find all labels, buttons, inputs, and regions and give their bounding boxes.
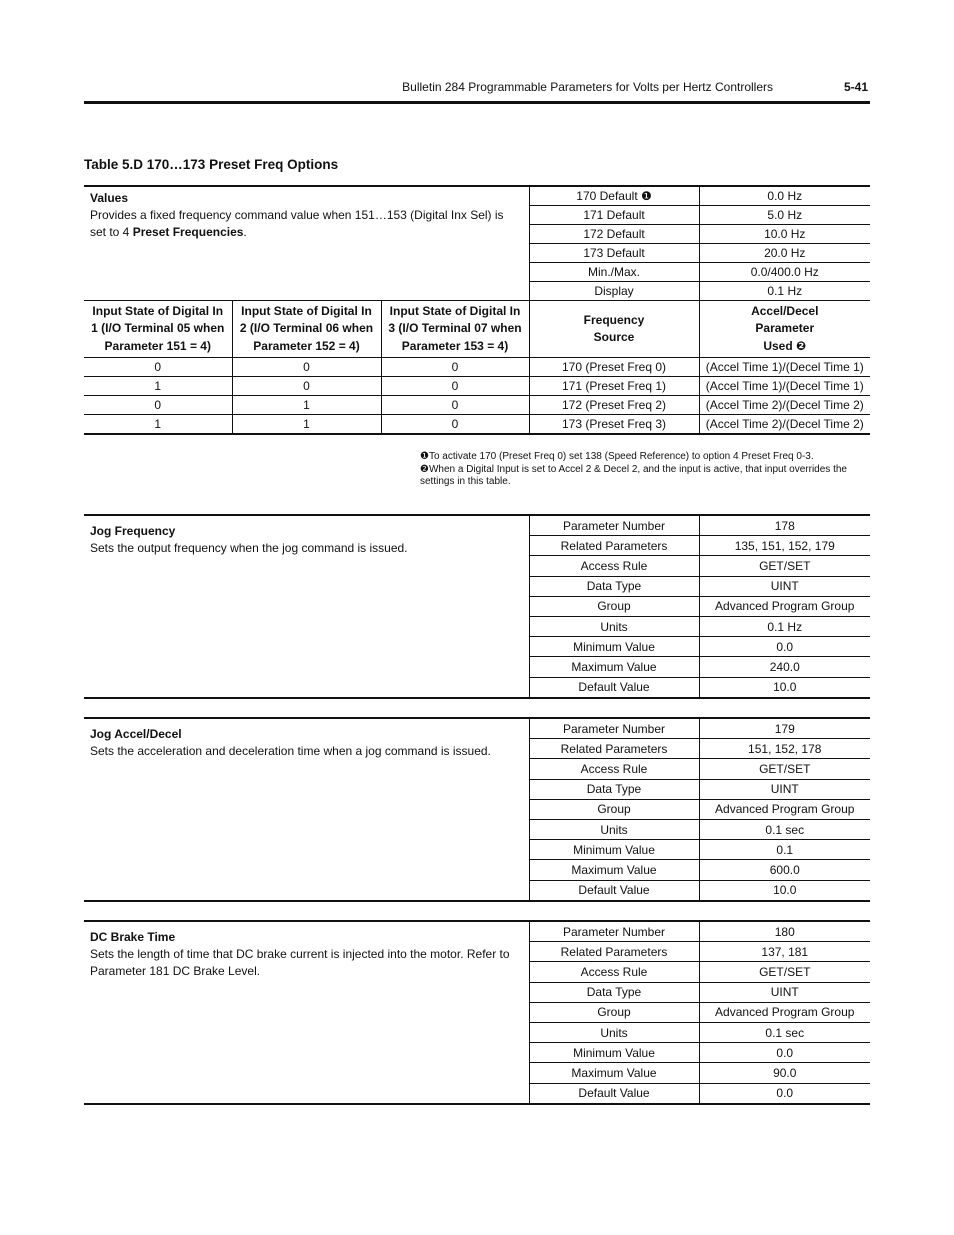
values-desc-text: Provides a fixed frequency command value when 151…153 (Digital Inx Sel) is set to 4 bbox=[90, 208, 504, 239]
param-label: Minimum Value bbox=[529, 1043, 699, 1063]
param-value: 600.0 bbox=[699, 860, 870, 880]
param-label: Related Parameters bbox=[529, 739, 699, 759]
param-value: 0.1 Hz bbox=[699, 616, 870, 636]
param-label: Data Type bbox=[529, 576, 699, 596]
parameter-description-cell bbox=[84, 718, 529, 901]
column-header: Input State of Digital In 3 (I/O Terminal 07 when Parameter 153 = 4) bbox=[381, 301, 529, 358]
param-value: 90.0 bbox=[699, 1063, 870, 1083]
param-value: 179 bbox=[699, 718, 870, 739]
table-cell: 0 bbox=[84, 396, 232, 415]
table-row bbox=[84, 377, 870, 396]
setting-value: 20.0 Hz bbox=[699, 244, 870, 263]
param-label: Maximum Value bbox=[529, 860, 699, 880]
column-header: Input State of Digital In 1 (I/O Terminal 05 when Parameter 151 = 4) bbox=[84, 301, 232, 358]
param-label: Related Parameters bbox=[529, 536, 699, 556]
param-label: Maximum Value bbox=[529, 1063, 699, 1083]
param-label: Access Rule bbox=[529, 556, 699, 576]
setting-value: 10.0 Hz bbox=[699, 225, 870, 244]
table-cell: 172 (Preset Freq 2) bbox=[529, 396, 699, 415]
table-cell: (Accel Time 2)/(Decel Time 2) bbox=[699, 415, 870, 435]
parameter-block-jog-frequency bbox=[84, 514, 870, 699]
param-value: 10.0 bbox=[699, 880, 870, 901]
param-value: Advanced Program Group bbox=[699, 799, 870, 819]
table-cell: 0 bbox=[232, 358, 381, 377]
param-label: Default Value bbox=[529, 880, 699, 901]
table-cell: 0 bbox=[381, 358, 529, 377]
table-cell: 1 bbox=[232, 415, 381, 435]
param-label: Data Type bbox=[529, 982, 699, 1002]
param-label: Access Rule bbox=[529, 962, 699, 982]
table-cell: 1 bbox=[232, 396, 381, 415]
setting-label: 172 Default bbox=[529, 225, 699, 244]
parameter-title: Jog Accel/Decel bbox=[90, 727, 182, 741]
table-row bbox=[84, 358, 870, 377]
table-cell: 171 (Preset Freq 1) bbox=[529, 377, 699, 396]
param-value: GET/SET bbox=[699, 556, 870, 576]
param-value: 0.1 sec bbox=[699, 819, 870, 839]
param-label: Minimum Value bbox=[529, 637, 699, 657]
table-cell: 0 bbox=[381, 396, 529, 415]
parameter-block-dc-brake-time bbox=[84, 920, 870, 1105]
param-value: 0.1 sec bbox=[699, 1022, 870, 1042]
header-title: Bulletin 284 Programmable Parameters for Volts per Hertz Controllers bbox=[402, 80, 773, 94]
table-row bbox=[84, 415, 870, 435]
param-label: Units bbox=[529, 1022, 699, 1042]
table-cell: (Accel Time 2)/(Decel Time 2) bbox=[699, 396, 870, 415]
table-cell: 1 bbox=[84, 377, 232, 396]
setting-label: Display bbox=[529, 282, 699, 301]
parameter-title: DC Brake Time bbox=[90, 930, 176, 944]
param-label: Default Value bbox=[529, 1083, 699, 1104]
param-label: Units bbox=[529, 616, 699, 636]
table-cell: 0 bbox=[232, 377, 381, 396]
param-value: 0.1 bbox=[699, 840, 870, 860]
parameter-description-cell bbox=[84, 515, 529, 698]
param-label: Maximum Value bbox=[529, 657, 699, 677]
table-cell: 0 bbox=[84, 358, 232, 377]
param-value: Advanced Program Group bbox=[699, 596, 870, 616]
param-value: UINT bbox=[699, 779, 870, 799]
param-value: Advanced Program Group bbox=[699, 1002, 870, 1022]
table-cell: 0 bbox=[381, 377, 529, 396]
parameter-description: Sets the length of time that DC brake current is injected into the motor. Refer to Parameter 181 DC Brake Level. bbox=[90, 947, 510, 978]
values-description-cell bbox=[84, 186, 529, 301]
footnotes bbox=[420, 451, 872, 489]
setting-value: 0.1 Hz bbox=[699, 282, 870, 301]
param-value: 0.0 bbox=[699, 1083, 870, 1104]
param-label: Group bbox=[529, 799, 699, 819]
table-cell: 1 bbox=[84, 415, 232, 435]
setting-value: 0.0 Hz bbox=[699, 186, 870, 206]
column-header: Input State of Digital In 2 (I/O Terminal 06 when Parameter 152 = 4) bbox=[232, 301, 381, 358]
column-header: Accel/Decel Parameter Used ❷ bbox=[699, 301, 870, 358]
footnote-2: ❷When a Digital Input is set to Accel 2 & Decel 2, and the input is active, that input overrides the settings in this table. bbox=[420, 463, 847, 487]
values-title: Values bbox=[90, 191, 129, 205]
param-label: Related Parameters bbox=[529, 942, 699, 962]
table-cell: 0 bbox=[381, 415, 529, 435]
setting-value: 5.0 Hz bbox=[699, 206, 870, 225]
values-desc-bold: Preset Frequencies bbox=[132, 225, 244, 239]
page-number: 5-41 bbox=[843, 80, 868, 94]
param-label: Default Value bbox=[529, 677, 699, 698]
parameter-description: Sets the output frequency when the jog command is issued. bbox=[90, 541, 408, 555]
param-label: Units bbox=[529, 819, 699, 839]
param-label: Parameter Number bbox=[529, 718, 699, 739]
param-label: Group bbox=[529, 596, 699, 616]
param-value: 180 bbox=[699, 921, 870, 942]
param-value: 151, 152, 178 bbox=[699, 739, 870, 759]
parameter-block-jog-accel-decel bbox=[84, 717, 870, 902]
param-value: GET/SET bbox=[699, 759, 870, 779]
footnote-1: ❶To activate 170 (Preset Freq 0) set 138 (Speed Reference) to option 4 Preset Freq 0-3. bbox=[420, 451, 814, 462]
param-value: 240.0 bbox=[699, 657, 870, 677]
param-value: 10.0 bbox=[699, 677, 870, 698]
param-value: 0.0 bbox=[699, 1043, 870, 1063]
setting-label: Min./Max. bbox=[529, 263, 699, 282]
param-label: Parameter Number bbox=[529, 515, 699, 536]
table-cell: (Accel Time 1)/(Decel Time 1) bbox=[699, 377, 870, 396]
parameter-title: Jog Frequency bbox=[90, 524, 176, 538]
param-label: Access Rule bbox=[529, 759, 699, 779]
param-value: 137, 181 bbox=[699, 942, 870, 962]
param-label: Group bbox=[529, 1002, 699, 1022]
running-header bbox=[84, 80, 870, 98]
preset-freq-table bbox=[84, 185, 870, 435]
header-rule bbox=[84, 101, 870, 104]
table-caption: Table 5.D 170…173 Preset Freq Options bbox=[84, 157, 339, 172]
param-value: 0.0 bbox=[699, 637, 870, 657]
parameter-description-cell bbox=[84, 921, 529, 1104]
param-value: UINT bbox=[699, 576, 870, 596]
param-value: 178 bbox=[699, 515, 870, 536]
values-desc-end: . bbox=[243, 225, 247, 239]
table-cell: (Accel Time 1)/(Decel Time 1) bbox=[699, 358, 870, 377]
setting-value: 0.0/400.0 Hz bbox=[699, 263, 870, 282]
setting-label: 171 Default bbox=[529, 206, 699, 225]
column-header: Frequency Source bbox=[529, 301, 699, 358]
param-label: Parameter Number bbox=[529, 921, 699, 942]
param-label: Minimum Value bbox=[529, 840, 699, 860]
param-label: Data Type bbox=[529, 779, 699, 799]
table-cell: 170 (Preset Freq 0) bbox=[529, 358, 699, 377]
param-value: 135, 151, 152, 179 bbox=[699, 536, 870, 556]
parameter-description: Sets the acceleration and deceleration time when a jog command is issued. bbox=[90, 744, 491, 758]
values-description bbox=[90, 207, 523, 241]
table-row bbox=[84, 396, 870, 415]
setting-label: 170 Default ❶ bbox=[529, 186, 699, 206]
param-value: UINT bbox=[699, 982, 870, 1002]
setting-label: 173 Default bbox=[529, 244, 699, 263]
table-cell: 173 (Preset Freq 3) bbox=[529, 415, 699, 435]
param-value: GET/SET bbox=[699, 962, 870, 982]
